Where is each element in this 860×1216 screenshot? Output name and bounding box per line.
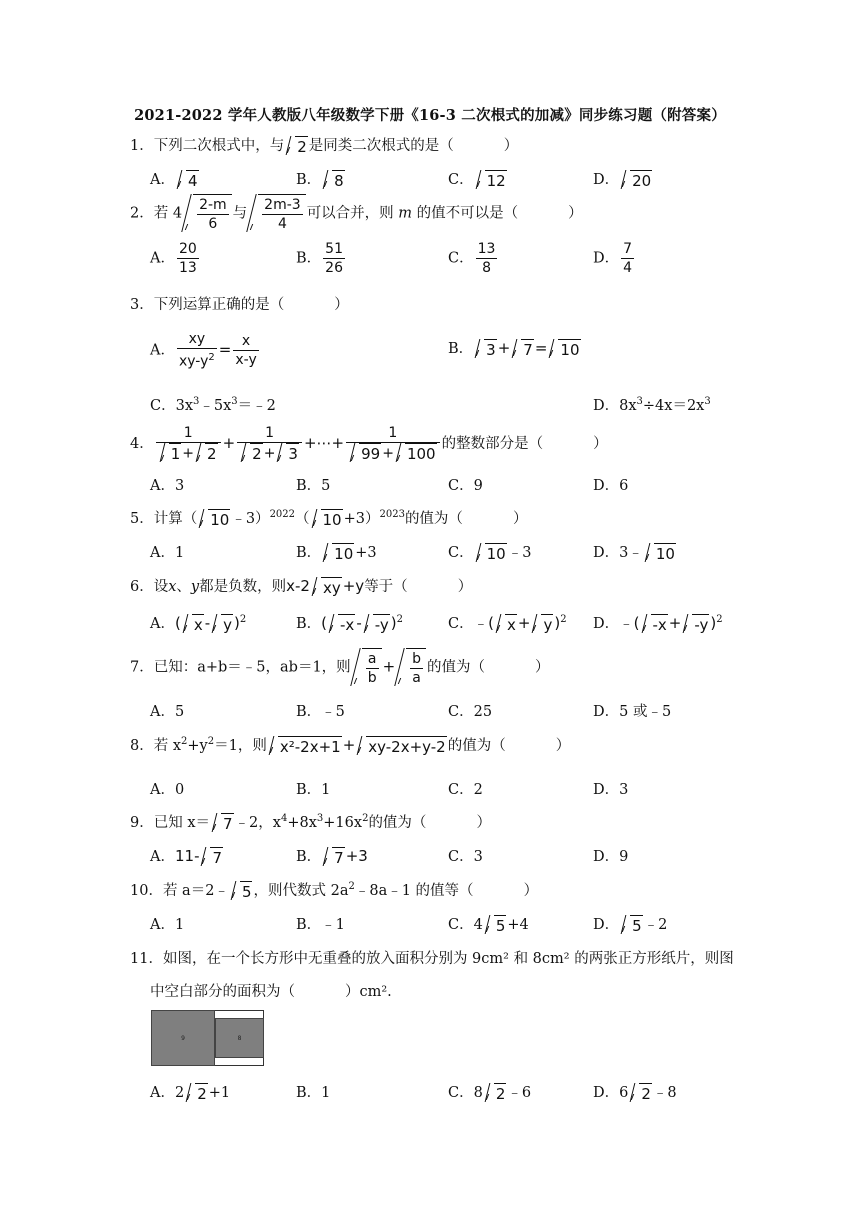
q6-option-d[interactable]: D．﹣( -x + -y )$^2$ bbox=[593, 614, 723, 634]
q3-option-b[interactable]: B． 3 + 7 = 10 bbox=[448, 339, 580, 359]
square-9: 9 bbox=[151, 1010, 215, 1066]
q9-option-c[interactable]: C．3 bbox=[448, 849, 483, 865]
q10-option-c[interactable]: C．4 5 +4 bbox=[448, 917, 529, 935]
question-7: 7．已知：a+b＝﹣5，ab＝1，则 $\frac{a}{b}$ + $\frac{b}{a}$ 的值为（ ） bbox=[130, 648, 550, 687]
q2-option-d[interactable]: D． $\frac{7}{4}$ bbox=[593, 241, 633, 276]
q5-option-a[interactable]: A．1 bbox=[150, 545, 185, 561]
q5-option-d[interactable]: D．3﹣ 10 bbox=[593, 545, 675, 563]
question-9: 9．已知 x＝ 7 ﹣2，$x^4+8x^3+16x^2$的值为（ ） bbox=[130, 813, 491, 833]
question-11-line2: 中空白部分的面积为（ ）cm². bbox=[150, 984, 392, 1000]
q2-option-a[interactable]: A． $\frac{20}{13}$ bbox=[150, 241, 197, 276]
q1-option-b[interactable]: B． 8 bbox=[296, 172, 344, 190]
q1-option-c[interactable]: C． 12 bbox=[448, 172, 506, 190]
q1-option-a[interactable]: A． 4 bbox=[150, 172, 198, 190]
question-5: 5．计算（ 10 ﹣3）$^{2022}$（ 10 +3）$^{2023}$的值为（ ） bbox=[130, 509, 528, 529]
q10-option-d[interactable]: D． 5 ﹣2 bbox=[593, 917, 668, 935]
question-2: 2．若 4 $\frac{2-m}{6}$ 与 $\frac{2m-3}{4}$ 可以合并，则 m 的值不可以是（ ） bbox=[130, 194, 583, 233]
q10-option-a[interactable]: A．1 bbox=[150, 917, 185, 933]
q6-option-c[interactable]: C．﹣( x + y )$^2$ bbox=[448, 614, 567, 634]
q3-option-d[interactable]: D．$8x^3\div 4x=2x^3$ bbox=[593, 396, 711, 414]
q6-option-b[interactable]: B．( -x - -y )$^2$ bbox=[296, 614, 403, 634]
q7-option-c[interactable]: C．25 bbox=[448, 704, 493, 720]
q11-option-c[interactable]: C．8 2 ﹣6 bbox=[448, 1085, 532, 1103]
q3-option-c[interactable]: C．$3x^3﹣5x^3=﹣2$ bbox=[150, 396, 276, 414]
q4-option-b[interactable]: B．5 bbox=[296, 478, 331, 494]
q4-option-a[interactable]: A．3 bbox=[150, 478, 185, 494]
question-6: 6．设x、y都是负数，则x-2 xy +y等于（ ） bbox=[130, 577, 473, 597]
q2-option-b[interactable]: B． $\frac{51}{26}$ bbox=[296, 241, 343, 276]
q11-option-b[interactable]: B．1 bbox=[296, 1085, 331, 1101]
q7-option-a[interactable]: A．5 bbox=[150, 704, 185, 720]
q11-option-d[interactable]: D．6 2 ﹣8 bbox=[593, 1085, 677, 1103]
question-3: 3．下列运算正确的是（ ） bbox=[130, 297, 349, 313]
question-11: 11．如图，在一个长方形中无重叠的放入面积分别为 9cm² 和 8cm² 的两张正方形纸片，则图 bbox=[130, 951, 734, 967]
question-4: 4． $\frac{1}{1 + 2}$ + $\frac{1}{2 + 3}$ +⋯+ $\frac{1}{99 + 100}$ 的整数部分是（ ） bbox=[130, 425, 608, 463]
q8-option-c[interactable]: C．2 bbox=[448, 782, 483, 798]
q9-option-b[interactable]: B． 7 +3 bbox=[296, 847, 368, 867]
question-8: 8．若 $x^2+y^2=1$，则 x²-2x+1 + xy-2x+y-2 的值为（ ） bbox=[130, 736, 571, 756]
q5-option-c[interactable]: C． 10 ﹣3 bbox=[448, 545, 532, 563]
q1-option-d[interactable]: D． 20 bbox=[593, 172, 652, 190]
q4-option-c[interactable]: C．9 bbox=[448, 478, 483, 494]
q6-option-a[interactable]: A．( x - y )$^2$ bbox=[150, 614, 247, 634]
q8-option-a[interactable]: A．0 bbox=[150, 782, 185, 798]
q3-option-a[interactable]: A． $\frac{xy}{xy-y^2}$ = $\frac{x}{x-y}$ bbox=[150, 331, 257, 370]
question-10: 10．若 a＝2﹣ 5 ，则代数式 $2a^2﹣8a﹣1$ 的值等（ ） bbox=[130, 881, 539, 901]
q11-option-a[interactable]: A．2 2 +1 bbox=[150, 1085, 231, 1103]
q5-option-b[interactable]: B． 10 +3 bbox=[296, 545, 377, 563]
q2-option-c[interactable]: C． $\frac{13}{8}$ bbox=[448, 241, 496, 276]
rectangle-figure bbox=[151, 1010, 264, 1066]
q4-option-d[interactable]: D．6 bbox=[593, 478, 629, 494]
q8-option-b[interactable]: B．1 bbox=[296, 782, 331, 798]
page-title: 2021-2022 学年人教版八年级数学下册《16-3 二次根式的加减》同步练习题（附答案） bbox=[134, 107, 726, 124]
q10-option-b[interactable]: B．﹣1 bbox=[296, 917, 345, 933]
q7-option-b[interactable]: B．﹣5 bbox=[296, 704, 345, 720]
q8-option-d[interactable]: D．3 bbox=[593, 782, 629, 798]
square-8: 8 bbox=[215, 1018, 264, 1058]
q9-option-a[interactable]: A．11- 7 bbox=[150, 847, 223, 867]
q7-option-d[interactable]: D．5 或﹣5 bbox=[593, 704, 672, 720]
q9-option-d[interactable]: D．9 bbox=[593, 849, 629, 865]
question-1: 1．下列二次根式中，与 2 是同类二次根式的是（ ） bbox=[130, 138, 519, 156]
